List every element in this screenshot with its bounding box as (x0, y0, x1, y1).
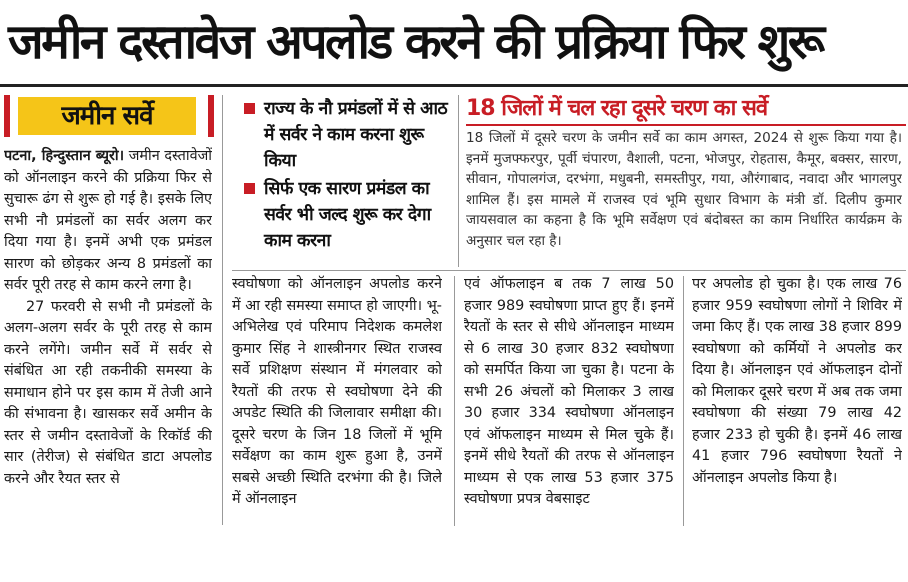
article-column-3: एवं ऑफलाइन ब तक 7 लाख 50 हजार 989 स्वघोषणा प्राप्त हुए हैं। इनमें रैयतों के स्तर से सीधे ऑनलाइन माध्यम से 6 लाख 30 हजार 832 स्वघोषणा को समर्पित किया जा चुका है। पटना के सभी 26 अंचलों को मिलाकर 3 लाख 30 हजार 334 स्वघोषणा ऑनलाइन एवं ऑफलाइन माध्यम से मिल चुके हैं। इनमें सीधे रैयतों की तरफ से ऑनलाइन माध्यम से एक लाख 53 हजार 375 स्वघोषणा प्रपत्र वेबसाइट (464, 276, 674, 507)
bullet-square-icon (244, 103, 255, 114)
subheading-rule (466, 124, 906, 126)
headline-rule (0, 84, 908, 87)
subheading: 18 जिलों में चल रहा दूसरे चरण का सर्वे (466, 96, 768, 121)
article-column-4: पर अपलोड हो चुका है। एक लाख 76 हजार 959 स्वघोषणा लोगों ने शिविर में जमा किए हैं। एक लाख 38 हजार 899 स्वघोषणा को कर्मियों ने अपलोड कर दिया है। ऑनलाइन एवं ऑफलाइन दोनों को मिलाकर दूसरे चरण में अब तक जमा स्वघोषणा की संख्या 79 लाख 42 हजार 233 हो चुकी है। इनमें 46 लाख 41 हजार 796 स्वघोषणा रैयतों ने ऑनलाइन अपलोड किया है। (692, 276, 902, 486)
paragraph-2: 27 फरवरी से सभी नौ प्रमंडलों के अलग-अलग सर्वर के पूरी तरह से काम करने लगेंगे। जमीन सर्वे में सर्वर से संबंधित आ रही तकनीकी समस्या के समाधान होने पर इस काम में तेजी आने की संभावना है। खासकर सर्वे अमीन के स्तर से जमीन दस्तावेजों के रिकॉर्ड की सार (तेरीज) से संबंधित डाटा अपलोड करने और रैयत स्तर से (4, 298, 212, 487)
highlights-box (242, 96, 454, 266)
highlight-item (242, 96, 454, 174)
article-column-2: स्वघोषणा को ऑनलाइन अपलोड करने में आ रही समस्या समाप्त हो जाएगी। भू-अभिलेख एवं परिमाप निदेशक कमलेश कुमार सिंह ने शास्त्रीनगर स्थित राजस्व सर्वे प्रशिक्षण संस्थान में मंगलवार को रैयतों की तरफ से स्वघोषणा देने की अपडेट स्थिति की जिलावार समीक्षा की। दूसरे चरण के जिन 18 जिलों में भूमि सर्वेक्षण का काम शुरू हुआ है, उनमें सबसे अच्छी स्थिति दरभंगा की है। जिले में ऑनलाइन (232, 276, 442, 507)
kicker-box (4, 95, 214, 137)
box-divider (458, 95, 459, 267)
section-divider (232, 270, 906, 271)
kicker-label: जमीन सर्वे (18, 97, 196, 135)
column-divider (222, 95, 223, 525)
bullet-square-icon (244, 183, 255, 194)
kicker-bar-left (4, 95, 10, 137)
highlight-text: सिर्फ एक सारण प्रमंडल का सर्वर भी जल्द शुरू कर देगा काम करना (264, 179, 431, 251)
column-divider (683, 276, 684, 526)
headline: जमीन दस्तावेज अपलोड करने की प्रक्रिया फिर शुरू (8, 14, 823, 70)
highlight-item (242, 176, 454, 254)
dateline: पटना, हिन्दुस्तान ब्यूरो। (4, 148, 125, 164)
subheading-body: 18 जिलों में दूसरे चरण के जमीन सर्वे का काम अगस्त, 2024 से शुरू किया गया है। इनमें मुजफ्फरपुर, पूर्वी चंपारण, वैशाली, पटना, भोजपुर, रोहतास, कैमूर, बक्सर, सारण, सीवान, गोपालगंज, दरभंगा, मधुबनी, समस्तीपुर, गया, औरंगाबाद, नवादा और भागलपुर शामिल हैं। इस मामले में राजस्व एवं भूमि सुधार विभाग के मंत्री डॉ. दिलीप कुमार जायसवाल का कहना है कि भूमि सर्वेक्षण एवं बंदोबस्त का काम निर्धारित कार्यक्रम के अनुसार चल रहा है। (466, 130, 902, 249)
article-column-1 (4, 146, 212, 526)
column-divider (454, 276, 455, 526)
kicker-bar-right (208, 95, 214, 137)
paragraph-1: जमीन दस्तावेजों को ऑनलाइन करने की प्रक्रिया फिर से सुचारू ढंग से शुरू हो गई है। इसके लिए सभी नौ प्रमंडलों का सर्वर अलग कर दिया गया है। इनमें अभी एक प्रमंडल सारण को छोड़कर अन्य 8 प्रमंडलों का सर्वर पूरी तरह से काम करने लगा है। (4, 148, 212, 293)
highlight-text: राज्य के नौ प्रमंडलों में से आठ में सर्वर ने काम करना शुरू किया (264, 99, 448, 171)
